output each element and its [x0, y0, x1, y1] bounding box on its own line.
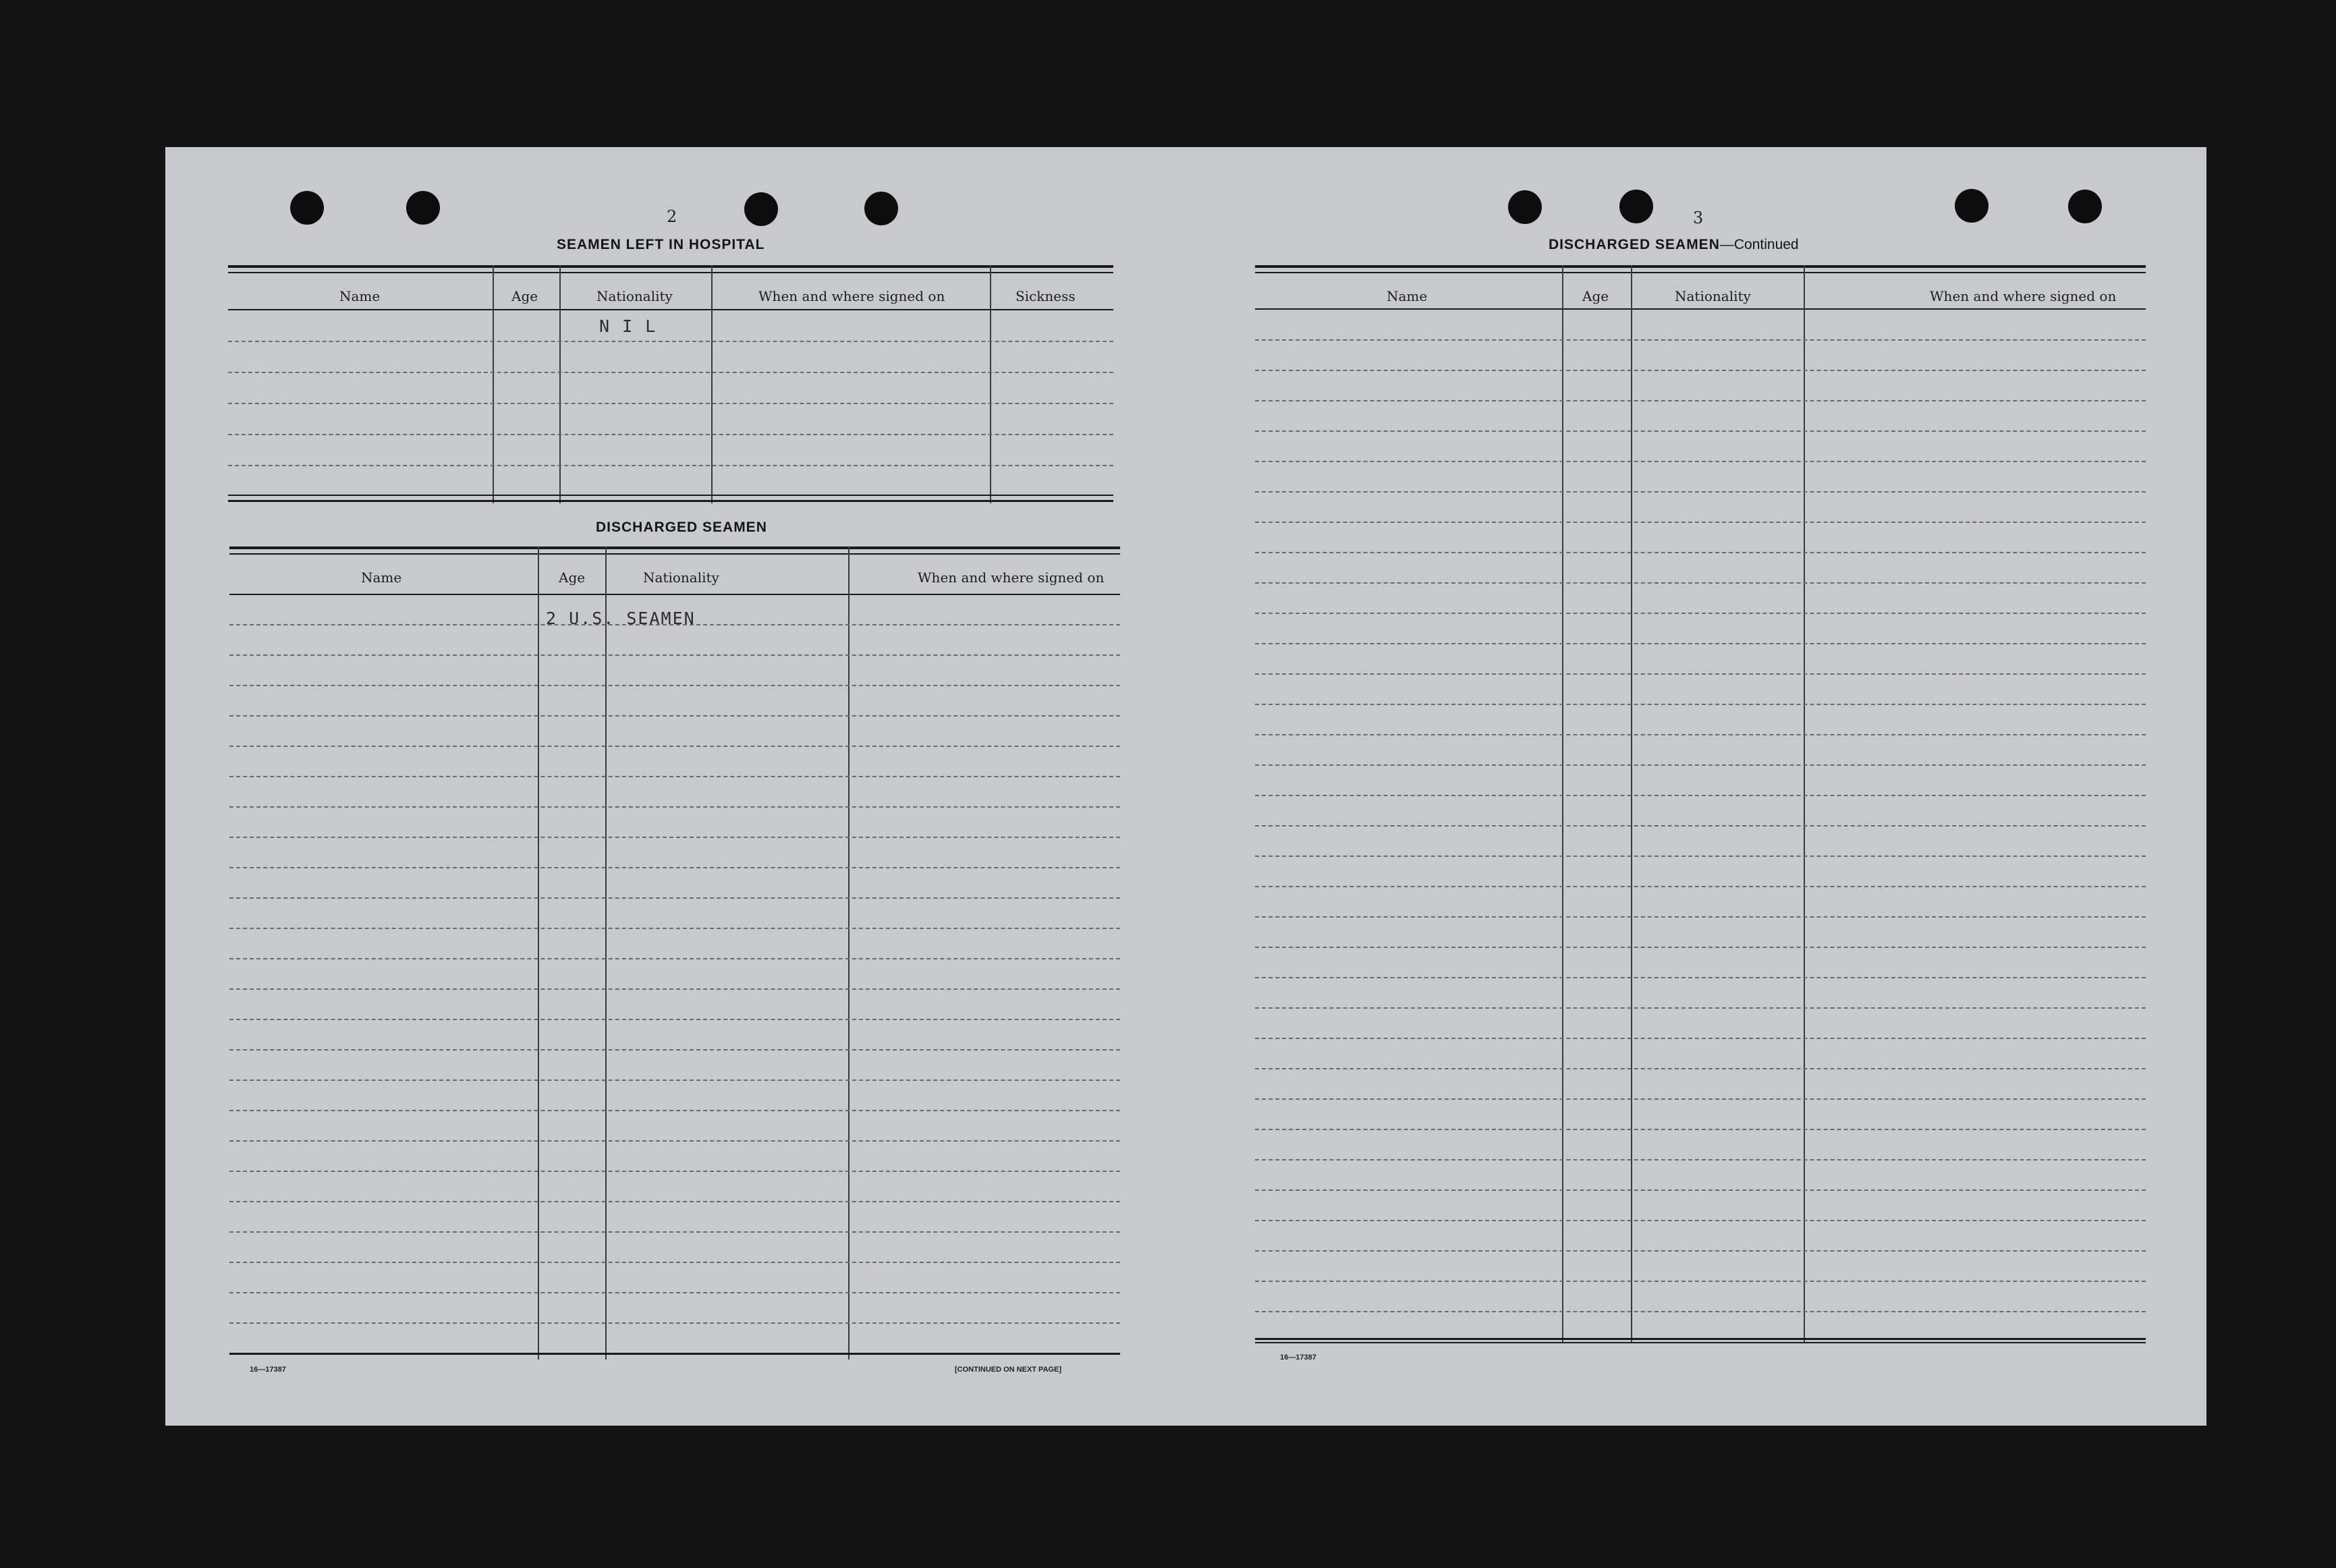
table-row — [229, 1262, 1120, 1263]
punch-hole — [744, 192, 778, 226]
table-row — [1255, 552, 2146, 553]
discharged-table-left — [229, 547, 1120, 1360]
table-row — [229, 715, 1120, 717]
table-row — [229, 1322, 1120, 1324]
table-row — [229, 837, 1120, 838]
table-row — [228, 372, 1113, 373]
table-row — [1255, 370, 2146, 371]
table-row — [228, 465, 1113, 466]
column-header-age: Age — [559, 569, 586, 586]
column-header-nationality: Nationality — [643, 569, 719, 586]
table-row — [1255, 673, 2146, 675]
table-row — [1255, 339, 2146, 341]
table-row — [229, 654, 1120, 656]
table-row — [1255, 1007, 2146, 1009]
table-row — [1255, 400, 2146, 401]
form-number-left: 16—17387 — [250, 1366, 286, 1374]
table-row — [229, 867, 1120, 868]
page-number-left: 2 — [667, 207, 677, 226]
table-row — [229, 928, 1120, 929]
table-row — [229, 746, 1120, 747]
table-row — [229, 1140, 1120, 1142]
table-row — [229, 1019, 1120, 1020]
column-header-age: Age — [1582, 288, 1609, 304]
table-row — [229, 1231, 1120, 1233]
table-row — [1255, 461, 2146, 462]
table-row — [1255, 613, 2146, 614]
table-row — [1255, 1189, 2146, 1191]
table-row — [1255, 734, 2146, 735]
table-row — [1255, 522, 2146, 523]
table-row — [229, 685, 1120, 686]
table-row — [1255, 764, 2146, 766]
table-row — [1255, 916, 2146, 918]
table-row — [1255, 643, 2146, 644]
table-row — [1255, 886, 2146, 887]
continued-note: [CONTINUED ON NEXT PAGE] — [955, 1366, 1062, 1374]
discharged-table-title: DISCHARGED SEAMEN — [596, 520, 767, 535]
table-row — [228, 434, 1113, 435]
column-header-signed-on: When and where signed on — [1930, 288, 2117, 304]
table-row — [1255, 430, 2146, 432]
hospital-table-title: SEAMEN LEFT IN HOSPITAL — [557, 237, 765, 252]
table-row — [1255, 491, 2146, 493]
table-row — [1255, 582, 2146, 584]
discharged-continued-title: DISCHARGED SEAMEN—Continued — [1549, 237, 1799, 252]
table-row — [1255, 1250, 2146, 1252]
punch-hole — [864, 192, 898, 225]
punch-hole — [290, 191, 324, 225]
table-row — [229, 806, 1120, 808]
table-row — [229, 988, 1120, 990]
table-row — [1255, 1129, 2146, 1130]
punch-hole — [1508, 190, 1542, 224]
table-row — [1255, 1220, 2146, 1221]
table-row — [229, 1110, 1120, 1111]
table-row — [229, 1201, 1120, 1202]
column-header-signed-on: When and where signed on — [758, 288, 945, 304]
table-row — [1255, 1281, 2146, 1282]
table-row — [1255, 1068, 2146, 1069]
discharged-table-right — [1255, 265, 2146, 1343]
table-row — [1255, 1038, 2146, 1039]
column-header-name: Name — [339, 288, 381, 304]
form-number-right: 16—17387 — [1280, 1353, 1316, 1362]
column-header-nationality: Nationality — [1675, 288, 1751, 304]
table-row — [1255, 704, 2146, 705]
column-header-signed-on: When and where signed on — [918, 569, 1105, 586]
table-row — [1255, 1311, 2146, 1312]
hospital-table — [228, 265, 1113, 503]
column-header-nationality: Nationality — [596, 288, 673, 304]
discharged-entry: 2 U.S. SEAMEN — [546, 609, 696, 628]
table-row — [1255, 825, 2146, 827]
punch-hole — [406, 191, 440, 225]
table-row — [229, 776, 1120, 777]
table-row — [229, 897, 1120, 899]
punch-hole — [1955, 189, 1989, 223]
table-row — [1255, 947, 2146, 948]
table-row — [229, 1292, 1120, 1293]
table-row — [1255, 1098, 2146, 1100]
column-header-age: Age — [511, 288, 538, 304]
column-header-name: Name — [361, 569, 402, 586]
punch-hole — [1619, 190, 1653, 223]
table-row — [228, 341, 1113, 342]
table-row — [1255, 977, 2146, 978]
page-number-right: 3 — [1693, 208, 1704, 227]
table-row — [228, 403, 1113, 404]
table-row — [1255, 856, 2146, 857]
column-header-sickness: Sickness — [1016, 288, 1076, 304]
table-row — [229, 1080, 1120, 1081]
table-row — [1255, 795, 2146, 796]
table-row — [229, 958, 1120, 959]
punch-hole — [2068, 190, 2102, 223]
column-header-name: Name — [1387, 288, 1428, 304]
table-row — [229, 1049, 1120, 1051]
hospital-entry: N I L — [599, 316, 657, 336]
table-row — [1255, 1159, 2146, 1160]
form-sheet — [165, 147, 2206, 1426]
table-row — [229, 1171, 1120, 1172]
